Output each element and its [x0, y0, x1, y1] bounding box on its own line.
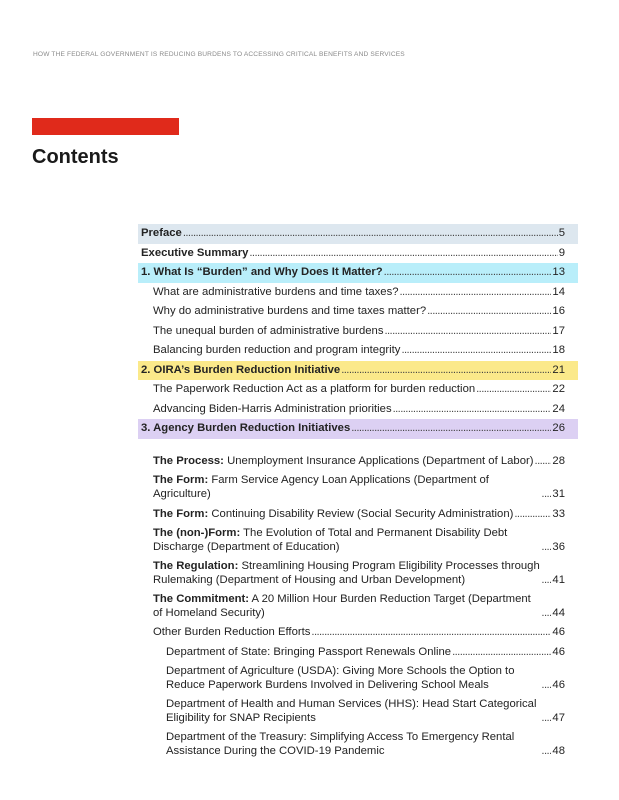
dot-leader	[514, 507, 551, 521]
toc-page-number: 46	[552, 678, 565, 691]
toc-entry-detail: The Evolution of Total and Permanent Disability Debt Discharge (Department of Education)	[153, 526, 508, 553]
toc-entry-label: The unequal burden of administrative burdens	[153, 324, 384, 337]
toc-entry-detail: Farm Service Agency Loan Applications (Department of Agriculture)	[153, 474, 489, 501]
toc-entry-label	[153, 454, 534, 468]
dot-leader	[341, 363, 551, 377]
toc-entry-label: What are administrative burdens and time taxes?	[153, 285, 399, 298]
toc-entry-unemployment-insurance[interactable]	[138, 439, 578, 472]
toc-entry-label	[153, 507, 513, 521]
dot-leader	[401, 343, 551, 357]
toc-page-number: 44	[552, 606, 565, 619]
toc-entry-lead: The (non-)Form:	[153, 526, 241, 539]
toc-entry-label	[153, 473, 540, 501]
toc-entry-section-1[interactable]	[138, 263, 578, 283]
toc-entry-detail: A 20 Million Hour Burden Reduction Target (Department of Homeland Security)	[153, 592, 531, 619]
toc-page-number: 47	[552, 711, 565, 724]
toc-page-number: 5	[558, 227, 565, 240]
toc-entry-label: Department of the Treasury: Simplifying Access To Emergency Rental Assistance During the COVID-19 Pandemic	[166, 730, 515, 757]
toc-page-number: 9	[558, 246, 565, 259]
toc-entry-executive-summary[interactable]	[138, 244, 578, 264]
dot-leader	[384, 265, 552, 279]
dot-leader	[393, 402, 552, 416]
toc-entry-label	[153, 526, 540, 554]
table-of-contents	[138, 224, 578, 761]
dot-leader	[183, 226, 558, 240]
toc-entry-label: Department of State: Bringing Passport Renewals Online	[166, 645, 452, 658]
dot-leader	[400, 285, 552, 299]
toc-page-number: 21	[552, 363, 565, 376]
dot-leader	[541, 606, 551, 620]
dot-leader	[541, 711, 551, 725]
toc-entry-unequal-burden[interactable]	[138, 322, 578, 342]
toc-entry-program-integrity[interactable]	[138, 341, 578, 361]
toc-page-number: 28	[552, 455, 565, 468]
toc-page-number: 24	[552, 402, 565, 415]
dot-leader	[311, 625, 551, 639]
dot-leader	[427, 304, 551, 318]
toc-entry-section-3[interactable]	[138, 419, 578, 439]
dot-leader	[351, 421, 551, 435]
dot-leader	[541, 744, 551, 758]
toc-page-number: 33	[552, 507, 565, 520]
toc-entry-label: The Paperwork Reduction Act as a platform for burden reduction	[153, 383, 476, 396]
toc-entry-farm-service-agency[interactable]	[138, 472, 578, 505]
toc-page-number: 26	[552, 422, 565, 435]
dot-leader	[541, 487, 551, 501]
running-header: HOW THE FEDERAL GOVERNMENT IS REDUCING BURDENS TO ACCESSING CRITICAL BENEFITS AND SERVICES	[33, 51, 405, 58]
toc-entry-administration-priorities[interactable]	[138, 400, 578, 420]
toc-entry-label: Preface	[141, 227, 182, 240]
toc-entry-detail: Unemployment Insurance Applications (Department of Labor)	[223, 455, 534, 468]
toc-entry-label: Department of Agriculture (USDA): Giving More Schools the Option to Reduce Paperwork Burdens Involved in Delivering School Meals	[166, 664, 515, 691]
toc-entry-lead: The Process:	[153, 455, 224, 468]
toc-entry-administrative-burdens[interactable]	[138, 283, 578, 303]
toc-entry-label	[153, 592, 540, 620]
dot-leader	[541, 573, 551, 587]
toc-entry-label: Why do administrative burdens and time taxes matter?	[153, 305, 427, 318]
toc-page-number: 16	[552, 305, 565, 318]
toc-entry-school-meals[interactable]	[138, 662, 578, 695]
toc-entry-label	[153, 559, 540, 587]
toc-entry-why-burdens-matter[interactable]	[138, 302, 578, 322]
toc-entry-label: Advancing Biden-Harris Administration priorities	[153, 402, 392, 415]
toc-entry-label: Department of Health and Human Services (HHS): Head Start Categorical Eligibility for SNAP Recipients	[166, 697, 537, 724]
toc-entry-label: 2. OIRA’s Burden Reduction Initiative	[141, 363, 341, 376]
toc-entry-detail: Streamlining Housing Program Eligibility Processes through Rulemaking (Department of Housing and Urban Development)	[153, 559, 540, 586]
toc-entry-disability-discharge[interactable]	[138, 524, 578, 557]
toc-entry-lead: The Commitment:	[153, 592, 250, 605]
accent-bar	[32, 118, 179, 135]
toc-page-number: 41	[552, 573, 565, 586]
toc-page-number: 18	[552, 344, 565, 357]
toc-entry-passport-renewals[interactable]	[138, 643, 578, 663]
toc-entry-label: Balancing burden reduction and program integrity	[153, 344, 401, 357]
toc-entry-lead: The Regulation:	[153, 559, 239, 572]
dot-leader	[452, 645, 551, 659]
toc-page-number: 22	[552, 383, 565, 396]
toc-entry-other-efforts[interactable]	[138, 623, 578, 643]
dot-leader	[384, 324, 551, 338]
toc-entry-label: Executive Summary	[141, 246, 249, 259]
toc-page-number: 31	[552, 488, 565, 501]
toc-entry-rental-assistance[interactable]	[138, 728, 578, 761]
toc-entry-label: 3. Agency Burden Reduction Initiatives	[141, 422, 351, 435]
toc-entry-lead: The Form:	[153, 507, 209, 520]
dot-leader	[541, 678, 551, 692]
toc-page-number: 46	[552, 645, 565, 658]
dot-leader	[249, 246, 557, 260]
toc-entry-burden-reduction-target[interactable]	[138, 590, 578, 623]
toc-page-number: 17	[552, 324, 565, 337]
toc-entry-section-2[interactable]	[138, 361, 578, 381]
toc-entry-housing-eligibility[interactable]	[138, 557, 578, 590]
toc-page-number: 36	[552, 540, 565, 553]
toc-entry-head-start[interactable]	[138, 695, 578, 728]
toc-page-number: 13	[552, 266, 565, 279]
toc-page-number: 46	[552, 626, 565, 639]
toc-entry-preface[interactable]	[138, 224, 578, 244]
toc-entry-lead: The Form:	[153, 474, 209, 487]
dot-leader	[476, 382, 551, 396]
toc-page-number: 14	[552, 285, 565, 298]
page-title: Contents	[32, 146, 119, 168]
toc-entry-continuing-disability-review[interactable]	[138, 505, 578, 525]
toc-entry-detail: Continuing Disability Review (Social Security Administration)	[208, 507, 514, 520]
toc-entry-label: 1. What Is “Burden” and Why Does It Matter?	[141, 266, 383, 279]
toc-entry-paperwork-reduction-act[interactable]	[138, 380, 578, 400]
dot-leader	[535, 454, 552, 468]
toc-entry-label: Other Burden Reduction Efforts	[153, 626, 311, 639]
toc-page-number: 48	[552, 744, 565, 757]
dot-leader	[541, 540, 551, 554]
